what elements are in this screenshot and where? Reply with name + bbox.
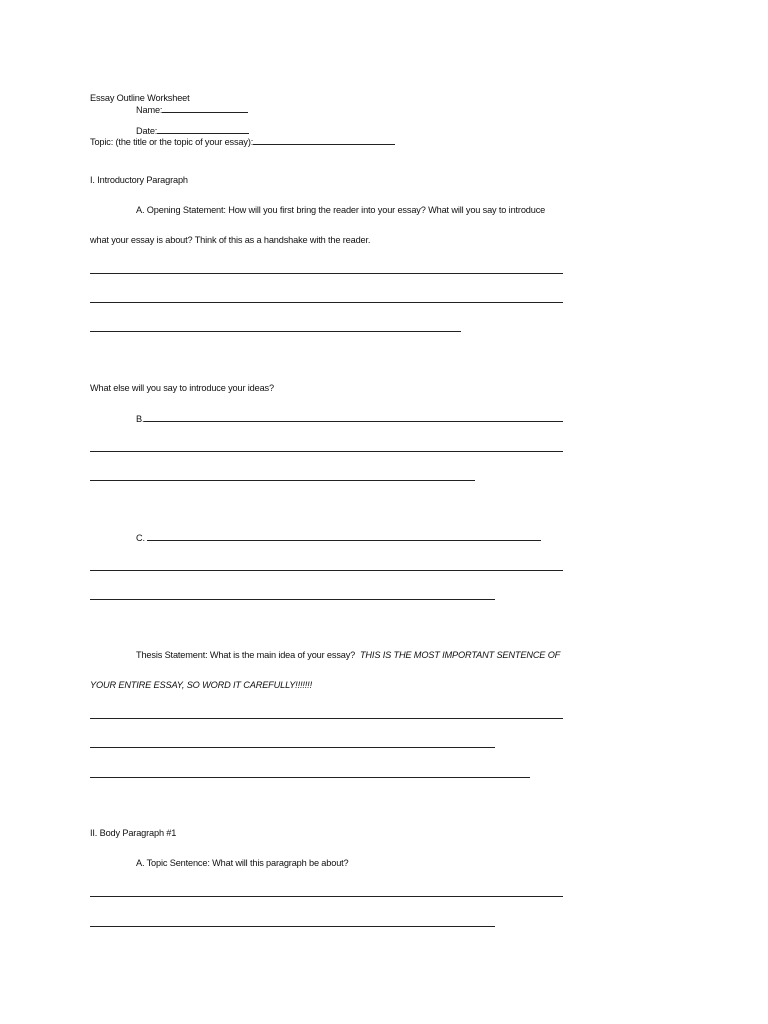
item-b-blank[interactable] [144,413,563,422]
name-row [136,104,248,116]
answer-line[interactable] [90,777,530,778]
answer-line[interactable] [90,302,563,303]
topic-blank[interactable] [253,136,395,145]
answer-line[interactable] [90,896,563,897]
answer-line[interactable] [90,570,563,571]
answer-line[interactable] [90,273,563,274]
topic-label: Topic: (the title or the topic of your essay): [90,137,254,147]
item-b-label: B. [136,414,145,424]
topic-sentence-prompt: A. Topic Sentence: What will this paragraph be about? [136,858,349,868]
thesis-emphasis-line1: THIS IS THE MOST IMPORTANT SENTENCE OF [359,650,561,660]
worksheet-title: Essay Outline Worksheet [90,93,190,103]
opening-statement-line2: what your essay is about? Think of this as a handshake with the reader. [90,235,371,245]
date-label: Date: [136,126,158,136]
thesis-emphasis-line2: YOUR ENTIRE ESSAY, SO WORD IT CAREFULLY!!!!!!! [90,680,312,690]
answer-line[interactable] [90,718,563,719]
thesis-row [136,650,560,661]
thesis-label: Thesis Statement: What is the main idea of your essay? [136,650,356,660]
answer-line[interactable] [90,480,475,481]
name-label: Name: [136,105,163,115]
answer-line[interactable] [90,926,495,927]
what-else-prompt: What else will you say to introduce your ideas? [90,383,274,393]
item-c-label: C. [136,533,145,543]
answer-line[interactable] [90,451,563,452]
item-c-blank[interactable] [147,532,541,541]
body1-heading: II. Body Paragraph #1 [90,828,177,838]
name-blank[interactable] [162,104,248,113]
answer-line[interactable] [90,331,461,332]
date-blank[interactable] [157,125,249,134]
item-c-row [136,532,541,544]
answer-line[interactable] [90,747,495,748]
answer-line[interactable] [90,599,495,600]
topic-row [90,136,395,148]
opening-statement-line1: A. Opening Statement: How will you first bring the reader into your essay? What will you say to introduce [136,205,546,215]
item-b-row [136,413,563,425]
intro-heading: I. Introductory Paragraph [90,175,188,185]
